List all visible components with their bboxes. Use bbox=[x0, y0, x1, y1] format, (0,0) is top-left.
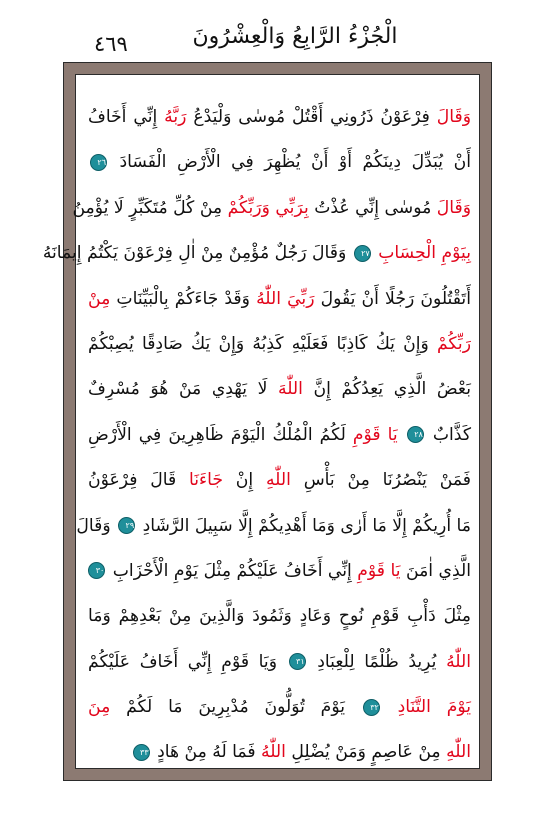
divine-name-text: جَاءَنَا bbox=[189, 470, 223, 491]
verse-text: لَا يَهْدِي مَنْ هُوَ مُسْرِفٌ bbox=[88, 379, 278, 400]
verse-text: أَنْ يُبَدِّلَ دِينَكُمْ أَوْ أَنْ يُظْهِرَ فِي الْأَرْضِ الْفَسَادَ bbox=[109, 152, 471, 173]
text-line bbox=[88, 277, 471, 322]
verse-text: فَمَا لَهُ مِنْ هَادٍ bbox=[151, 742, 262, 763]
divine-name-text: مِنَ bbox=[88, 697, 111, 718]
divine-name-text: رَبَّهُ bbox=[164, 107, 187, 127]
verse-text: إِنِّي أَخَافُ عَلَيْكُمْ مِثْلَ يَوْمِ الْأَحْزَابِ bbox=[107, 560, 358, 581]
divine-name-text: يَوْمَ التَّنَادِ bbox=[397, 697, 471, 718]
text-line bbox=[72, 186, 471, 231]
text-line bbox=[88, 413, 471, 458]
verse-text: مِنْ كُلِّ مُتَكَبِّرٍ لَا يُؤْمِنُ bbox=[72, 197, 228, 218]
divine-name-text: رَبِّكُمْ bbox=[436, 333, 471, 354]
verse-text: الَّذِي اٰمَنَ bbox=[400, 560, 471, 581]
ayah-number-marker: ٣٠ bbox=[88, 562, 105, 579]
verse-text: وَقَالَ bbox=[76, 515, 117, 536]
ayah-number-marker: ٢٩ bbox=[118, 517, 135, 534]
verse-text: مِثْلَ دَأْبِ قَوْمِ نُوحٍ وَعَادٍ وَثَمُودَ وَالَّذِينَ مِنْ بَعْدِهِمْ وَمَا bbox=[88, 606, 471, 627]
verse-text: مِنْ عَاصِمٍ وَمَنْ يُضْلِلِ bbox=[285, 742, 447, 763]
divine-name-text: بِرَبِّي وَرَبِّكُمْ bbox=[227, 197, 309, 218]
divine-name-text: اللّٰهُ bbox=[261, 742, 286, 763]
verse-text: بَعْضُ الَّذِي يَعِدُكُمْ إِنَّ bbox=[302, 379, 472, 400]
verse-text: كَذَّابٌ bbox=[425, 424, 471, 445]
text-line bbox=[88, 685, 471, 730]
divine-name-text: يَا قَوْمِ bbox=[357, 560, 401, 581]
ayah-number-marker: ٢٧ bbox=[354, 245, 371, 262]
divine-name-text: اللّٰهُ bbox=[446, 651, 472, 672]
juz-header: الْجُزْءُ الرَّابِعُ وَالْعِشْرُونَ bbox=[192, 24, 398, 49]
text-line bbox=[88, 322, 471, 367]
text-line bbox=[88, 594, 471, 639]
divine-name-text: وَقَالَ bbox=[436, 107, 471, 127]
text-line bbox=[76, 504, 471, 549]
divine-name-text: اللّٰهَ bbox=[278, 379, 303, 400]
verse-text: وَقَدْ جَاءَكُمْ بِالْبَيِّنَاتِ bbox=[110, 288, 257, 309]
page-number: ٤٦٩ bbox=[94, 32, 128, 56]
divine-name-text: يَا قَوْمِ bbox=[352, 424, 398, 445]
divine-name-text: اللّٰهِ bbox=[446, 742, 471, 763]
verse-text: لَكُمُ الْمُلْكُ الْيَوْمَ ظَاهِرِينَ فِي الْأَرْضِ bbox=[88, 424, 353, 445]
verse-text: وَقَالَ رَجُلٌ مُؤْمِنٌ مِنْ اٰلِ فِرْعَوْنَ يَكْتُمُ إِيمَانَهُ bbox=[42, 243, 352, 264]
text-line bbox=[88, 367, 471, 412]
divine-name-text: مِنْ bbox=[88, 288, 111, 309]
divine-name-text: وَقَالَ bbox=[436, 197, 471, 218]
verse-text: يُرِيدُ ظُلْمًا لِلْعِبَادِ bbox=[307, 651, 447, 672]
verse-text bbox=[382, 697, 398, 717]
ayah-number-marker: ٣٢ bbox=[363, 699, 380, 716]
divine-name-text: اللّٰهِ bbox=[265, 470, 291, 491]
text-line bbox=[88, 640, 471, 685]
divine-name-text: بِيَوْمِ الْحِسَابِ bbox=[378, 243, 471, 264]
quran-text bbox=[42, 95, 472, 763]
verse-text: مُوسٰى إِنِّي عُذْتُ bbox=[308, 197, 437, 218]
text-line bbox=[88, 730, 471, 775]
ayah-number-marker: ٣٣ bbox=[133, 744, 150, 761]
verse-text: وَإِنْ يَكُ كَاذِبًا فَعَلَيْهِ كَذِبُهُ وَإِنْ يَكُ صَادِقًا يُصِبْكُمْ bbox=[88, 333, 437, 354]
text-line bbox=[88, 458, 471, 503]
verse-text: إِنْ bbox=[222, 470, 266, 491]
verse-text: فَمَنْ يَنْصُرُنَا مِنْ بَأْسِ bbox=[290, 470, 471, 491]
verse-text: يَوْمَ تُوَلُّونَ مُدْبِرِينَ مَا لَكُمْ bbox=[110, 697, 361, 718]
verse-text: فِرْعَوْنُ ذَرُونِي أَقْتُلْ مُوسٰى وَلْيَدْعُ bbox=[186, 107, 437, 127]
text-line bbox=[88, 95, 471, 140]
text-line bbox=[88, 140, 471, 185]
text-line bbox=[88, 549, 471, 594]
ayah-number-marker: ٣١ bbox=[289, 653, 306, 670]
verse-text: إِنِّي أَخَافُ bbox=[88, 107, 165, 127]
ayah-number-marker: ٢٨ bbox=[407, 426, 424, 443]
divine-name-text: رَبِّيَ اللّٰهُ bbox=[256, 288, 315, 309]
verse-text: أَتَقْتُلُونَ رَجُلًا أَنْ يَقُولَ bbox=[314, 288, 471, 309]
ayah-number-marker: ٢٦ bbox=[90, 154, 107, 171]
verse-text: وَيَا قَوْمِ إِنِّي أَخَافُ عَلَيْكُمْ bbox=[88, 651, 287, 672]
text-panel bbox=[42, 74, 480, 769]
ornamental-frame bbox=[42, 62, 492, 781]
verse-text bbox=[398, 425, 405, 445]
verse-text: مَا أُرِيكُمْ إِلَّا مَا أَرٰى وَمَا أَهْدِيكُمْ إِلَّا سَبِيلَ الرَّشَادِ bbox=[137, 515, 471, 536]
verse-text: قَالَ فِرْعَوْنُ bbox=[88, 470, 189, 491]
text-line bbox=[42, 231, 471, 276]
